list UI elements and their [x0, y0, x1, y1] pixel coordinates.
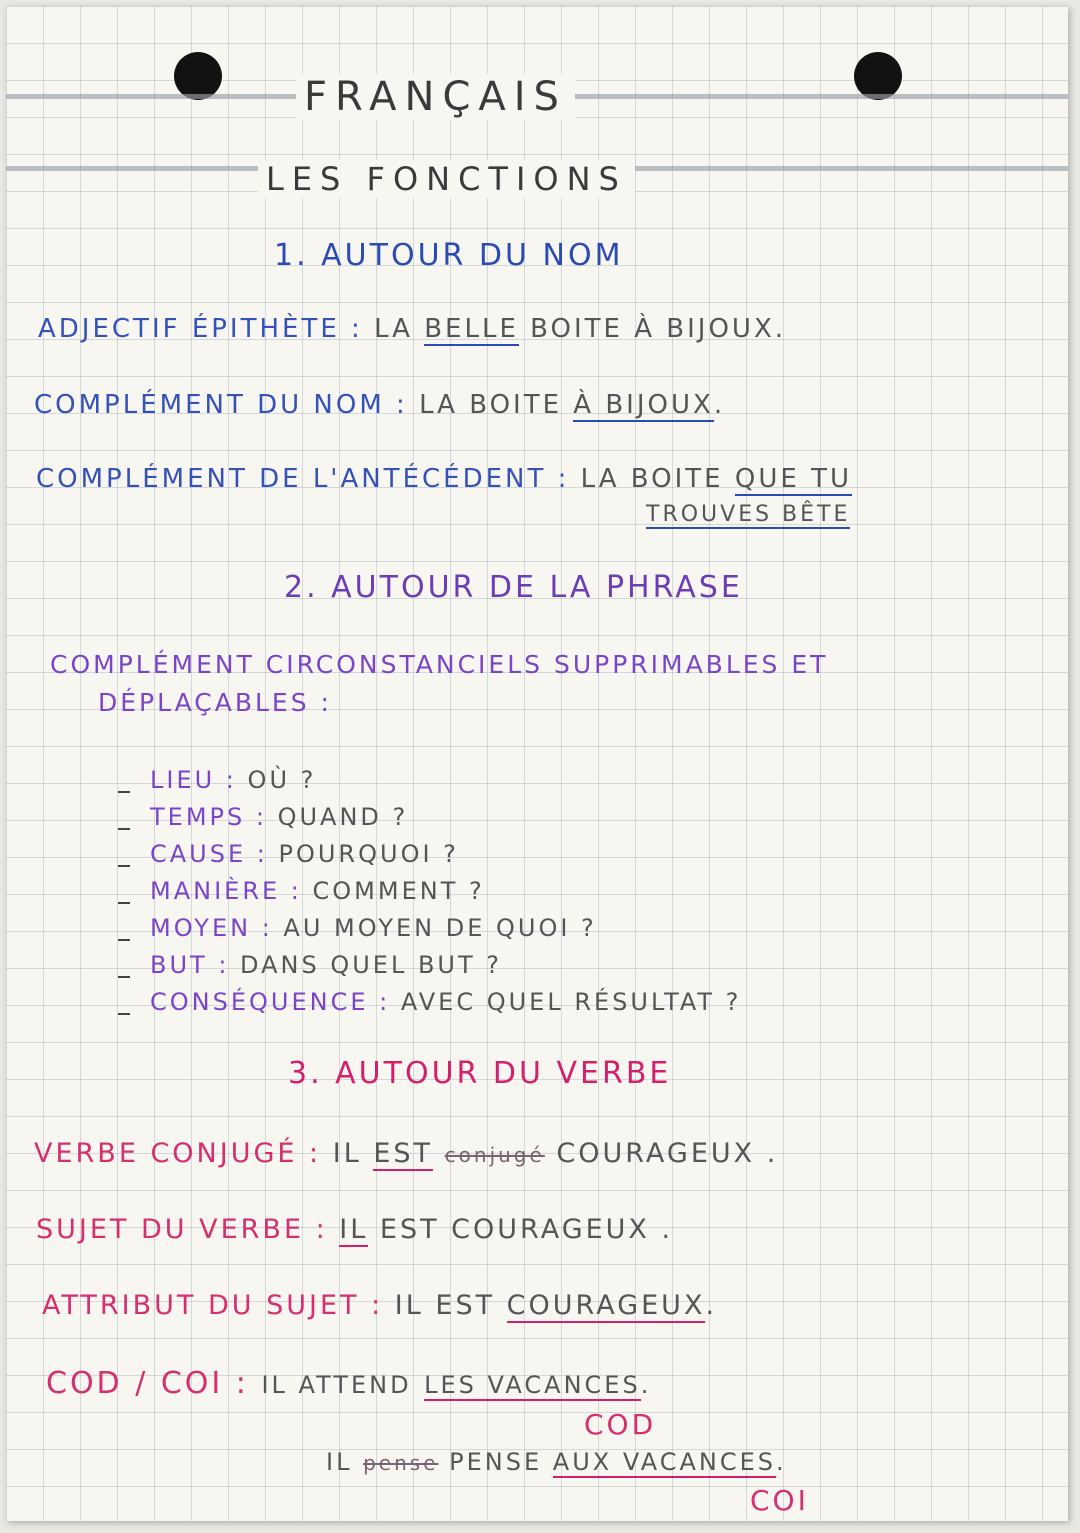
complement-antecedent-row — [36, 464, 852, 494]
circonstanciel-item — [150, 877, 485, 905]
section3-heading: 3. AUTOUR DU VERBE — [288, 1056, 672, 1091]
circonstanciel-label: BUT : — [150, 951, 230, 979]
cod-coi-label: COD / COI : — [46, 1366, 249, 1401]
coi-tag: COI — [750, 1484, 809, 1517]
verbe-conjugue-row — [34, 1138, 778, 1169]
list-dash — [118, 865, 130, 867]
complement-nom-example-pre: LA BOITE — [419, 390, 563, 420]
section2-heading: 2. AUTOUR DE LA PHRASE — [284, 570, 743, 605]
attribut-sujet-pre: IL EST — [394, 1290, 496, 1321]
adjectif-epithete-label: ADJECTIF ÉPITHÈTE : — [38, 314, 363, 344]
circonstanciel-item — [150, 840, 459, 868]
cod-example-post: . — [640, 1371, 652, 1399]
complement-nom-row — [34, 390, 725, 420]
verbe-conjugue-label: VERBE CONJUGÉ : — [34, 1138, 322, 1169]
coi-example-verb: PENSE — [449, 1448, 543, 1476]
complement-antecedent-example-pre: LA BOITE — [580, 464, 724, 494]
verbe-conjugue-pre: IL — [332, 1138, 362, 1169]
coi-example-highlight: AUX VACANCES — [552, 1448, 776, 1476]
circonstanciel-question: DANS QUEL BUT ? — [240, 951, 503, 979]
circonstanciel-question: POURQUOI ? — [278, 840, 459, 868]
cod-example-highlight: LES VACANCES — [424, 1371, 641, 1399]
sujet-verbe-label: SUJET DU VERBE : — [36, 1214, 328, 1245]
list-dash — [118, 1013, 130, 1015]
complement-nom-label: COMPLÉMENT DU NOM : — [34, 390, 408, 420]
circonstanciel-item — [150, 951, 502, 979]
list-dash — [118, 939, 130, 941]
section2-intro-line1: COMPLÉMENT CIRCONSTANCIELS SUPPRIMABLES ET — [50, 650, 829, 679]
sujet-verbe-post: EST COURAGEUX . — [379, 1214, 674, 1245]
complement-antecedent-label: COMPLÉMENT DE L'ANTÉCÉDENT : — [36, 464, 570, 494]
circonstanciel-item — [150, 988, 741, 1016]
circonstanciel-item — [150, 766, 316, 794]
adjectif-epithete-example-highlight: BELLE — [424, 314, 519, 344]
coi-example-post: . — [776, 1448, 787, 1476]
attribut-sujet-label: ATTRIBUT DU SUJET : — [42, 1290, 384, 1321]
circonstanciel-label: MANIÈRE : — [150, 877, 302, 905]
coi-example-pre: IL — [326, 1448, 353, 1476]
complement-nom-example-post: . — [713, 390, 726, 420]
notebook-page — [6, 6, 1068, 1521]
coi-example-row — [326, 1448, 787, 1476]
attribut-sujet-row — [42, 1290, 717, 1321]
circonstanciel-question: AU MOYEN DE QUOI ? — [283, 914, 597, 942]
attribut-sujet-post: . — [705, 1290, 718, 1321]
sujet-verbe-row — [36, 1214, 673, 1245]
page-title: FRANÇAIS — [296, 74, 575, 120]
binder-hole-right — [854, 52, 902, 100]
binder-hole-left — [174, 52, 222, 100]
verbe-conjugue-highlight: EST — [373, 1138, 434, 1169]
circonstanciel-question: COMMENT ? — [312, 877, 485, 905]
cod-example-pre: IL ATTEND — [261, 1371, 412, 1399]
circonstanciel-label: MOYEN : — [150, 914, 273, 942]
circonstanciel-label: CONSÉQUENCE : — [150, 988, 391, 1016]
list-dash — [118, 791, 130, 793]
adjectif-epithete-example-pre: LA — [374, 314, 413, 344]
circonstanciel-question: QUAND ? — [277, 803, 409, 831]
circonstanciel-label: TEMPS : — [150, 803, 267, 831]
attribut-sujet-highlight: COURAGEUX — [506, 1290, 706, 1321]
verbe-conjugue-crossed-out: conjugé — [444, 1143, 545, 1167]
verbe-conjugue-post: COURAGEUX . — [556, 1138, 779, 1169]
adjectif-epithete-row — [38, 314, 786, 344]
cod-coi-row — [46, 1366, 651, 1401]
page-subtitle: LES FONCTIONS — [258, 160, 635, 198]
circonstanciel-label: CAUSE : — [150, 840, 268, 868]
list-dash — [118, 828, 130, 830]
complement-antecedent-example-highlight: QUE TU — [734, 464, 852, 494]
list-dash — [118, 902, 130, 904]
sujet-verbe-highlight: IL — [339, 1214, 369, 1245]
circonstanciel-question: AVEC QUEL RÉSULTAT ? — [400, 988, 742, 1016]
list-dash — [118, 976, 130, 978]
complement-nom-example-highlight: À BIJOUX — [573, 390, 714, 420]
section1-heading: 1. AUTOUR DU NOM — [274, 238, 624, 273]
circonstanciel-item — [150, 914, 597, 942]
circonstanciel-item — [150, 803, 408, 831]
section2-intro-line2: DÉPLAÇABLES : — [98, 688, 332, 717]
circonstanciel-label: LIEU : — [150, 766, 237, 794]
circonstanciel-question: OÙ ? — [247, 766, 317, 794]
cod-tag: COD — [584, 1408, 657, 1441]
complement-antecedent-example-line2: TROUVES BÊTE — [646, 502, 851, 527]
coi-example-crossed-out: pense — [363, 1451, 439, 1475]
adjectif-epithete-example-post: BOITE À BIJOUX. — [530, 314, 787, 344]
